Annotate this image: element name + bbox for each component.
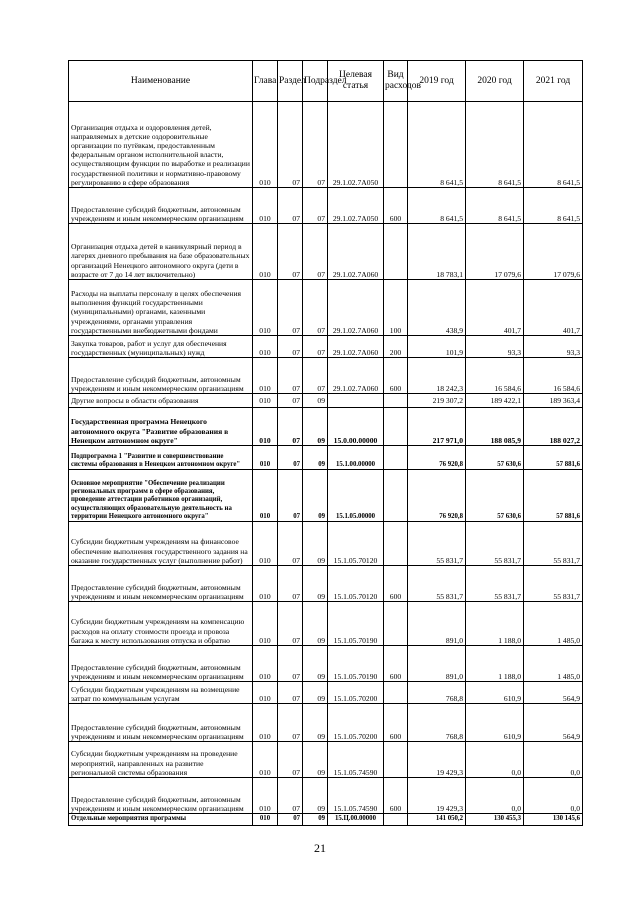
cell-2020: 57 630,6 xyxy=(466,470,524,522)
header-2021: 2021 год xyxy=(524,61,583,102)
cell-subsection: 09 xyxy=(303,394,328,408)
cell-chapter: 010 xyxy=(253,522,278,566)
cell-target: 29.1.02.7А050 xyxy=(328,188,384,224)
cell-chapter: 010 xyxy=(253,280,278,336)
cell-expense-type: 600 xyxy=(384,778,408,814)
cell-expense-type: 600 xyxy=(384,646,408,682)
cell-2019: 101,9 xyxy=(408,336,466,358)
cell-2020: 55 831,7 xyxy=(466,522,524,566)
cell-2020: 93,3 xyxy=(466,336,524,358)
cell-2021: 57 881,6 xyxy=(524,470,583,522)
cell-name: Основное мероприятие "Обеспечение реализации региональных программ в сфере образования, проведение аттестации работников организаций, осуществляющих образовательную деятельность на территории Ненецкого автономного округа" xyxy=(69,470,253,522)
cell-section: 07 xyxy=(278,394,303,408)
cell-name: Подпрограмма 1 "Развитие и совершенствование системы образования в Ненецком автономном округе" xyxy=(69,446,253,470)
cell-chapter: 010 xyxy=(253,446,278,470)
cell-chapter: 010 xyxy=(253,566,278,602)
cell-target: 29.1.02.7А060 xyxy=(328,336,384,358)
cell-chapter: 010 xyxy=(253,188,278,224)
cell-2020: 1 188,0 xyxy=(466,602,524,646)
cell-section: 07 xyxy=(278,814,303,826)
cell-2020: 17 079,6 xyxy=(466,224,524,280)
cell-subsection: 09 xyxy=(303,522,328,566)
cell-target: 15.0.00.00000 xyxy=(328,408,384,446)
cell-section: 07 xyxy=(278,778,303,814)
cell-2020: 1 188,0 xyxy=(466,646,524,682)
cell-section: 07 xyxy=(278,102,303,188)
header-expense-type: Вид расходов xyxy=(384,61,408,102)
cell-subsection: 07 xyxy=(303,336,328,358)
cell-name: Субсидии бюджетным учреждениям на компенсацию расходов на оплату стоимости проезда и провоза багажа к месту использования отпуска и обратно xyxy=(69,602,253,646)
cell-target: 15.1.05.70190 xyxy=(328,602,384,646)
cell-2021: 564,9 xyxy=(524,704,583,742)
cell-subsection: 09 xyxy=(303,682,328,704)
cell-chapter: 010 xyxy=(253,102,278,188)
cell-name: Расходы на выплаты персоналу в целях обеспечения выполнения функций государственными (муниципальными) органами, казенными учреждениями, органами управления государственными внебюджетными фондами xyxy=(69,280,253,336)
cell-target: 29.1.02.7А060 xyxy=(328,280,384,336)
cell-2021: 55 831,7 xyxy=(524,566,583,602)
cell-subsection: 09 xyxy=(303,814,328,826)
cell-target: 29.1.02.7А060 xyxy=(328,224,384,280)
cell-name: Предоставление субсидий бюджетным, автономным учреждениям и иным некоммерческим организациям xyxy=(69,566,253,602)
cell-target: 15.1.05.74590 xyxy=(328,778,384,814)
cell-name: Предоставление субсидий бюджетным, автономным учреждениям и иным некоммерческим организациям xyxy=(69,188,253,224)
cell-subsection: 09 xyxy=(303,446,328,470)
cell-name: Субсидии бюджетным учреждениям на финансовое обеспечение выполнения государственного задания на оказание государственных услуг (выполнение работ) xyxy=(69,522,253,566)
cell-section: 07 xyxy=(278,566,303,602)
cell-subsection: 09 xyxy=(303,704,328,742)
cell-name: Отдельные мероприятия программы xyxy=(69,814,253,826)
cell-name: Предоставление субсидий бюджетным, автономным учреждениям и иным некоммерческим организациям xyxy=(69,778,253,814)
table-row xyxy=(69,646,583,682)
cell-2021: 8 641,5 xyxy=(524,102,583,188)
cell-section: 07 xyxy=(278,646,303,682)
header-name: Наименование xyxy=(69,61,253,102)
cell-2019: 55 831,7 xyxy=(408,522,466,566)
cell-chapter: 010 xyxy=(253,470,278,522)
cell-2020: 57 630,6 xyxy=(466,446,524,470)
cell-2020: 610,9 xyxy=(466,704,524,742)
table-row xyxy=(69,814,583,826)
cell-subsection: 09 xyxy=(303,566,328,602)
cell-name: Субсидии бюджетным учреждениям на возмещение затрат по коммунальным услугам xyxy=(69,682,253,704)
cell-section: 07 xyxy=(278,280,303,336)
cell-target: 15.1.05.70200 xyxy=(328,704,384,742)
header-subsection: Подраздел xyxy=(303,61,328,102)
cell-2020: 188 085,9 xyxy=(466,408,524,446)
cell-2019: 18 242,3 xyxy=(408,358,466,394)
cell-target: 15.1.05.00000 xyxy=(328,470,384,522)
cell-2019: 891,0 xyxy=(408,646,466,682)
cell-name: Государственная программа Ненецкого автономного округа "Развитие образования в Ненецком автономном округе" xyxy=(69,408,253,446)
cell-expense-type xyxy=(384,814,408,826)
table-row xyxy=(69,408,583,446)
cell-name: Предоставление субсидий бюджетным, автономным учреждениям и иным некоммерческим организациям xyxy=(69,704,253,742)
cell-2019: 768,8 xyxy=(408,682,466,704)
cell-2020: 189 422,1 xyxy=(466,394,524,408)
cell-target: 15.Ц.00.00000 xyxy=(328,814,384,826)
cell-2019: 141 050,2 xyxy=(408,814,466,826)
cell-2020: 401,7 xyxy=(466,280,524,336)
cell-subsection: 07 xyxy=(303,358,328,394)
cell-2020: 0,0 xyxy=(466,742,524,778)
cell-chapter: 010 xyxy=(253,682,278,704)
cell-2021: 1 485,0 xyxy=(524,646,583,682)
cell-chapter: 010 xyxy=(253,814,278,826)
cell-target: 15.1.05.74590 xyxy=(328,742,384,778)
header-chapter: Глава xyxy=(253,61,278,102)
cell-2021: 1 485,0 xyxy=(524,602,583,646)
cell-expense-type xyxy=(384,408,408,446)
cell-2021: 93,3 xyxy=(524,336,583,358)
header-row xyxy=(69,61,583,102)
cell-chapter: 010 xyxy=(253,394,278,408)
table-row xyxy=(69,336,583,358)
cell-expense-type xyxy=(384,102,408,188)
cell-section: 07 xyxy=(278,682,303,704)
cell-2019: 8 641,5 xyxy=(408,188,466,224)
cell-section: 07 xyxy=(278,408,303,446)
header-section: Раздел xyxy=(278,61,303,102)
cell-chapter: 010 xyxy=(253,646,278,682)
cell-2021: 130 145,6 xyxy=(524,814,583,826)
table-row xyxy=(69,566,583,602)
cell-chapter: 010 xyxy=(253,704,278,742)
cell-2021: 189 363,4 xyxy=(524,394,583,408)
table-row xyxy=(69,704,583,742)
cell-expense-type xyxy=(384,742,408,778)
cell-2021: 401,7 xyxy=(524,280,583,336)
table-row xyxy=(69,446,583,470)
cell-2021: 188 027,2 xyxy=(524,408,583,446)
cell-expense-type xyxy=(384,470,408,522)
cell-name: Закупка товаров, работ и услуг для обеспечения государственных (муниципальных) нужд xyxy=(69,336,253,358)
cell-2020: 8 641,5 xyxy=(466,188,524,224)
cell-expense-type: 200 xyxy=(384,336,408,358)
cell-2020: 8 641,5 xyxy=(466,102,524,188)
cell-target: 15.1.00.00000 xyxy=(328,446,384,470)
table-row xyxy=(69,280,583,336)
cell-subsection: 09 xyxy=(303,646,328,682)
cell-2019: 18 783,1 xyxy=(408,224,466,280)
cell-2020: 610,9 xyxy=(466,682,524,704)
cell-2019: 76 920,8 xyxy=(408,470,466,522)
cell-2021: 57 881,6 xyxy=(524,446,583,470)
cell-2019: 438,9 xyxy=(408,280,466,336)
cell-name: Организация отдыха и оздоровления детей, направляемых в детские оздоровительные организации по путёвкам, предоставленным федеральным органом исполнительной власти, осуществляющим функции по выработке и реализации государственной политики и нормативно-правовому регулированию в сфере образования xyxy=(69,102,253,188)
header-2020: 2020 год xyxy=(466,61,524,102)
cell-section: 07 xyxy=(278,336,303,358)
cell-2021: 55 831,7 xyxy=(524,522,583,566)
cell-subsection: 07 xyxy=(303,280,328,336)
cell-2019: 219 307,2 xyxy=(408,394,466,408)
table-row xyxy=(69,522,583,566)
cell-expense-type xyxy=(384,224,408,280)
cell-target: 15.1.05.70120 xyxy=(328,522,384,566)
table-row xyxy=(69,470,583,522)
cell-target: 15.1.05.70120 xyxy=(328,566,384,602)
table-row xyxy=(69,358,583,394)
cell-subsection: 07 xyxy=(303,102,328,188)
cell-expense-type: 600 xyxy=(384,188,408,224)
cell-2021: 17 079,6 xyxy=(524,224,583,280)
cell-2021: 0,0 xyxy=(524,778,583,814)
cell-section: 07 xyxy=(278,602,303,646)
cell-chapter: 010 xyxy=(253,224,278,280)
cell-chapter: 010 xyxy=(253,408,278,446)
cell-chapter: 010 xyxy=(253,778,278,814)
header-target: Целевая статья xyxy=(328,61,384,102)
cell-2020: 0,0 xyxy=(466,778,524,814)
cell-2019: 768,8 xyxy=(408,704,466,742)
cell-subsection: 09 xyxy=(303,742,328,778)
page-number: 21 xyxy=(314,841,326,855)
table-row xyxy=(69,102,583,188)
cell-expense-type: 600 xyxy=(384,704,408,742)
cell-chapter: 010 xyxy=(253,336,278,358)
cell-2020: 130 455,3 xyxy=(466,814,524,826)
cell-expense-type xyxy=(384,682,408,704)
table-row xyxy=(69,224,583,280)
cell-subsection: 09 xyxy=(303,778,328,814)
cell-name: Другие вопросы в области образования xyxy=(69,394,253,408)
cell-section: 07 xyxy=(278,188,303,224)
cell-name: Субсидии бюджетным учреждениям на проведение мероприятий, направленных на развитие региональной системы образования xyxy=(69,742,253,778)
cell-subsection: 09 xyxy=(303,470,328,522)
cell-chapter: 010 xyxy=(253,602,278,646)
cell-2021: 564,9 xyxy=(524,682,583,704)
cell-2019: 8 641,5 xyxy=(408,102,466,188)
table-row xyxy=(69,188,583,224)
cell-2019: 19 429,3 xyxy=(408,778,466,814)
cell-section: 07 xyxy=(278,224,303,280)
cell-section: 07 xyxy=(278,446,303,470)
cell-target xyxy=(328,394,384,408)
cell-2020: 55 831,7 xyxy=(466,566,524,602)
cell-expense-type xyxy=(384,446,408,470)
cell-2021: 16 584,6 xyxy=(524,358,583,394)
table-row xyxy=(69,682,583,704)
cell-subsection: 09 xyxy=(303,602,328,646)
cell-2019: 891,0 xyxy=(408,602,466,646)
cell-target: 15.1.05.70200 xyxy=(328,682,384,704)
cell-subsection: 09 xyxy=(303,408,328,446)
cell-subsection: 07 xyxy=(303,224,328,280)
cell-section: 07 xyxy=(278,522,303,566)
table-row xyxy=(69,394,583,408)
cell-2021: 0,0 xyxy=(524,742,583,778)
header-2019: 2019 год xyxy=(408,61,466,102)
cell-expense-type xyxy=(384,522,408,566)
cell-expense-type xyxy=(384,602,408,646)
cell-expense-type xyxy=(384,394,408,408)
cell-2021: 8 641,5 xyxy=(524,188,583,224)
cell-2019: 19 429,3 xyxy=(408,742,466,778)
cell-2019: 55 831,7 xyxy=(408,566,466,602)
cell-section: 07 xyxy=(278,470,303,522)
cell-name: Организация отдыха детей в каникулярный период в лагерях дневного пребывания на базе образовательных организаций Ненецкого автономного округа (дети в возрасте от 7 до 14 лет включительно) xyxy=(69,224,253,280)
cell-name: Предоставление субсидий бюджетным, автономным учреждениям и иным некоммерческим организациям xyxy=(69,358,253,394)
cell-chapter: 010 xyxy=(253,358,278,394)
cell-section: 07 xyxy=(278,742,303,778)
cell-section: 07 xyxy=(278,704,303,742)
cell-subsection: 07 xyxy=(303,188,328,224)
table-row xyxy=(69,602,583,646)
table-row xyxy=(69,742,583,778)
cell-section: 07 xyxy=(278,358,303,394)
budget-table xyxy=(68,60,583,826)
cell-expense-type: 100 xyxy=(384,280,408,336)
cell-chapter: 010 xyxy=(253,742,278,778)
cell-name: Предоставление субсидий бюджетным, автономным учреждениям и иным некоммерческим организациям xyxy=(69,646,253,682)
cell-target: 29.1.02.7А050 xyxy=(328,102,384,188)
cell-2020: 16 584,6 xyxy=(466,358,524,394)
table-row xyxy=(69,778,583,814)
cell-2019: 76 920,8 xyxy=(408,446,466,470)
cell-2019: 217 971,0 xyxy=(408,408,466,446)
cell-expense-type: 600 xyxy=(384,358,408,394)
cell-target: 15.1.05.70190 xyxy=(328,646,384,682)
cell-target: 29.1.02.7А060 xyxy=(328,358,384,394)
cell-expense-type: 600 xyxy=(384,566,408,602)
